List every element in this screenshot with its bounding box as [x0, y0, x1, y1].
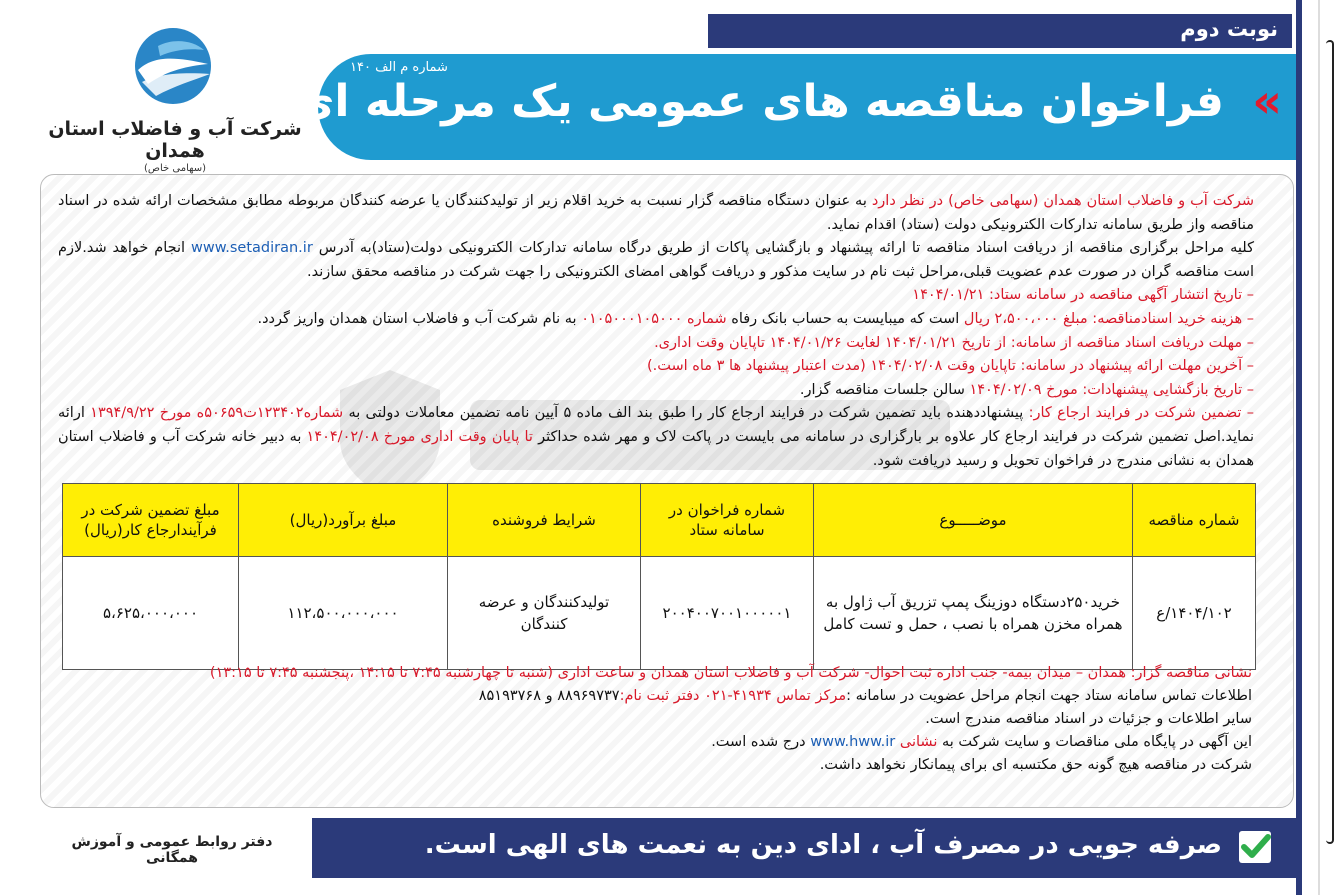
cell-tender-number: ۱۴۰۴/۱۰۲/ع: [1133, 557, 1256, 670]
footer-banner: [312, 818, 1296, 878]
right-edge-bar: [1296, 0, 1302, 895]
cell-subject: خرید۲۵۰دستگاه دوزینگ پمپ تزریق آب ژاول به همراه مخزن همراه با نصب ، حمل و تست کامل: [814, 557, 1133, 670]
contact-address: [62, 662, 1252, 685]
item-doc-fee: [58, 308, 1254, 332]
col-guarantee-amount: مبلغ تضمین شرکت در فرآیندارجاع کار(ریال): [63, 484, 239, 557]
website-text-end: درج شده است.: [711, 734, 806, 750]
item-text: سالن جلسات مناقصه گزار.: [799, 381, 970, 398]
item-guarantee: [58, 402, 1254, 473]
water-company-logo: [118, 26, 228, 106]
contact-website-note: [62, 731, 1252, 754]
item-label: – هزینه خرید اسنادمناقصه:: [1087, 310, 1254, 327]
contact-info: [62, 662, 1252, 777]
col-seller-conditions: شرایط فروشنده: [448, 484, 641, 557]
round-badge: [708, 14, 1292, 48]
intro-paragraph-1: [58, 190, 1254, 237]
intro-company-name: شرکت آب و فاضلاب استان همدان (سهامی خاص) در نظر دارد: [871, 193, 1254, 209]
intro-text-1: به عنوان دستگاه مناقصه گزار نسبت به خرید اقلام زیر از تولیدکنندگان یا عرضه کنندگان مربوطه مطابق مشخصات ارائه شده در اسناد مناقصه واز طریق سامانه تدارکات الکترونیکی دولت (ستاد) اقدام نماید.: [58, 193, 1254, 233]
round-label: نوبت دوم: [1180, 17, 1278, 41]
col-setad-number: شماره فراخوان در سامانه ستاد: [641, 484, 814, 557]
website-text: این آگهی در پایگاه ملی مناقصات و سایت شرکت به: [937, 734, 1252, 750]
item-doc-deadline: [58, 332, 1254, 356]
page-frame-line: [1326, 40, 1334, 844]
item-deadline: تا پایان وقت اداری مورخ ۱۴۰۴/۰۲/۰۸: [306, 428, 533, 445]
footer-slogan: صرفه جویی در مصرف آب ، ادای دین به نعمت های الهی است.: [424, 830, 1222, 860]
page-title: فراخوان مناقصه های عمومی یک مرحله ای: [294, 76, 1224, 127]
website-label: نشانی: [899, 734, 938, 750]
item-value: ۱۴۰۴/۰۱/۲۱: [912, 287, 985, 304]
cell-estimate: ۱۱۲،۵۰۰،۰۰۰،۰۰۰: [239, 557, 448, 670]
company-type: (سهامی خاص): [143, 163, 207, 174]
col-subject: موضـــــوع: [814, 484, 1133, 557]
contact-phones: [62, 685, 1252, 708]
item-value: تاپایان وقت ۱۴۰۴/۰۲/۰۸ (مدت اعتبار پیشنهاد ها ۳ ماه است.): [646, 358, 1016, 375]
item-publish-date: [58, 284, 1254, 308]
col-estimate: مبلغ برآورد(ریال): [239, 484, 448, 557]
item-text: به نام شرکت آب و فاضلاب استان همدان واریز گردد.: [257, 310, 582, 327]
item-opening-date: [58, 379, 1254, 403]
checkmark-icon: [1238, 830, 1272, 864]
tender-table: [62, 483, 1256, 670]
item-value: از تاریخ ۱۴۰۴/۰۱/۲۱ لغایت ۱۴۰۴/۰۱/۲۶ تاپایان وقت اداری.: [654, 334, 1007, 351]
address-label: نشانی مناقصه گزار:: [1126, 665, 1252, 681]
registration-numbers: ۸۸۹۶۹۷۳۷ و ۸۵۱۹۳۷۶۸: [478, 688, 620, 704]
intro-text-2a: کلیه مراحل برگزاری مناقصه از دریافت اسناد مناقصه تا ارائه پیشنهاد و بازگشایی پاکات از طریق درگاه سامانه تدارکات الکترونیکی دولت(ستاد)به آدرس: [312, 240, 1254, 257]
address-text: همدان – میدان بیمه- جنب اداره ثبت احوال- شرکت آب و فاضلاب استان همدان و ساعت اداری (شنبه تا چهارشنبه ۷:۴۵ تا ۱۴:۱۵ ،پنجشنبه ۷:۴۵ تا ۱۳:۱۵): [209, 665, 1126, 681]
setad-link[interactable]: www.setadiran.ir: [191, 240, 313, 257]
intro-paragraph-2: [58, 237, 1254, 284]
cell-seller-conditions: تولیدکنندگان و عرضه کنندگان: [448, 557, 641, 670]
item-bid-deadline: [58, 355, 1254, 379]
company-name: شرکت آب و فاضلاب استان همدان: [48, 118, 302, 162]
item-text: ارائه نماید.اصل تضمین شرکت در فرایند ارجاع کار علاوه بر بارگزاری در سامانه می بایست در پاکت لاک و مهر شده حداکثر: [58, 405, 1254, 445]
item-value: مبلغ ۲،۵۰۰،۰۰۰ ریال: [963, 310, 1088, 327]
cell-setad-number: ۲۰۰۴۰۰۷۰۰۱۰۰۰۰۰۱: [641, 557, 814, 670]
ad-number: شماره م الف ۱۴۰: [350, 60, 448, 75]
item-label: – تضمین شرکت در فرایند ارجاع کار:: [1023, 405, 1254, 422]
phones-text: اطلاعات تماس سامانه ستاد جهت انجام مراحل عضویت در سامانه :: [846, 688, 1252, 704]
item-value: مورخ ۱۴۰۴/۰۲/۰۹: [969, 381, 1078, 398]
item-label: – تاریخ بازگشایی پیشنهادات:: [1077, 381, 1254, 398]
registration-label: دفتر ثبت نام:: [619, 688, 700, 704]
item-text: به دبیر خانه شرکت آب و فاضلاب استان همدان به نشانی مندرج در فراخوان تحویل و رسید دریافت شود.: [58, 428, 1254, 469]
item-text: است که میبایست به حساب بانک رفاه: [726, 310, 964, 327]
item-account: شماره ۰۱۰۵۰۰۰۱۰۵۰۰۰: [581, 310, 727, 327]
table-row: [63, 557, 1256, 670]
department-name: دفتر روابط عمومی و آموزش همگانی: [71, 834, 273, 866]
double-chevron-icon: «: [1252, 74, 1282, 128]
item-label: – آخرین مهلت ارائه پیشنهاد در سامانه:: [1015, 358, 1254, 375]
call-center-label: مرکز تماس: [771, 688, 847, 704]
item-text: پیشنهاددهنده باید تضمین شرکت در فرایند ارجاع کار را طبق بند الف ماده ۵ آیین نامه تضمین معاملات دولتی به: [343, 405, 1024, 422]
call-center-number: ۴۱۹۳۴-۰۲۱: [699, 688, 772, 704]
cell-guarantee-amount: ۵،۶۲۵،۰۰۰،۰۰۰: [63, 557, 239, 670]
notice-text: [58, 190, 1254, 473]
contact-details-note: سایر اطلاعات و جزئیات در اسناد مناقصه مندرج است.: [925, 711, 1252, 727]
item-regulation: شماره۱۲۳۴۰۲ت۵۰۶۵۹ه مورخ ۱۳۹۴/۹/۲۲: [90, 405, 344, 422]
hww-link[interactable]: www.hww.ir: [805, 734, 900, 750]
company-block: [40, 118, 310, 174]
item-label: – تاریخ انتشار آگهی مناقصه در سامانه ستاد:: [984, 287, 1254, 304]
item-label: – مهلت دریافت اسناد مناقصه از سامانه:: [1006, 334, 1254, 351]
col-tender-number: شماره مناقصه: [1133, 484, 1256, 557]
title-banner: [294, 54, 1296, 160]
intro-text-2b: انجام خواهد شد.لازم است مناقصه گران در صورت عدم عضویت قبلی،مراحل ثبت نام در سایت مذکور و دریافت گواهی امضای الکترونیکی را جهت شرکت در مناقصه محقق سازند.: [58, 240, 1254, 280]
table-header-row: [63, 484, 1256, 557]
contact-disclaimer: شرکت در مناقصه هیچ گونه حق مکتسبه ای برای پیمانکار نخواهد داشت.: [819, 757, 1252, 773]
